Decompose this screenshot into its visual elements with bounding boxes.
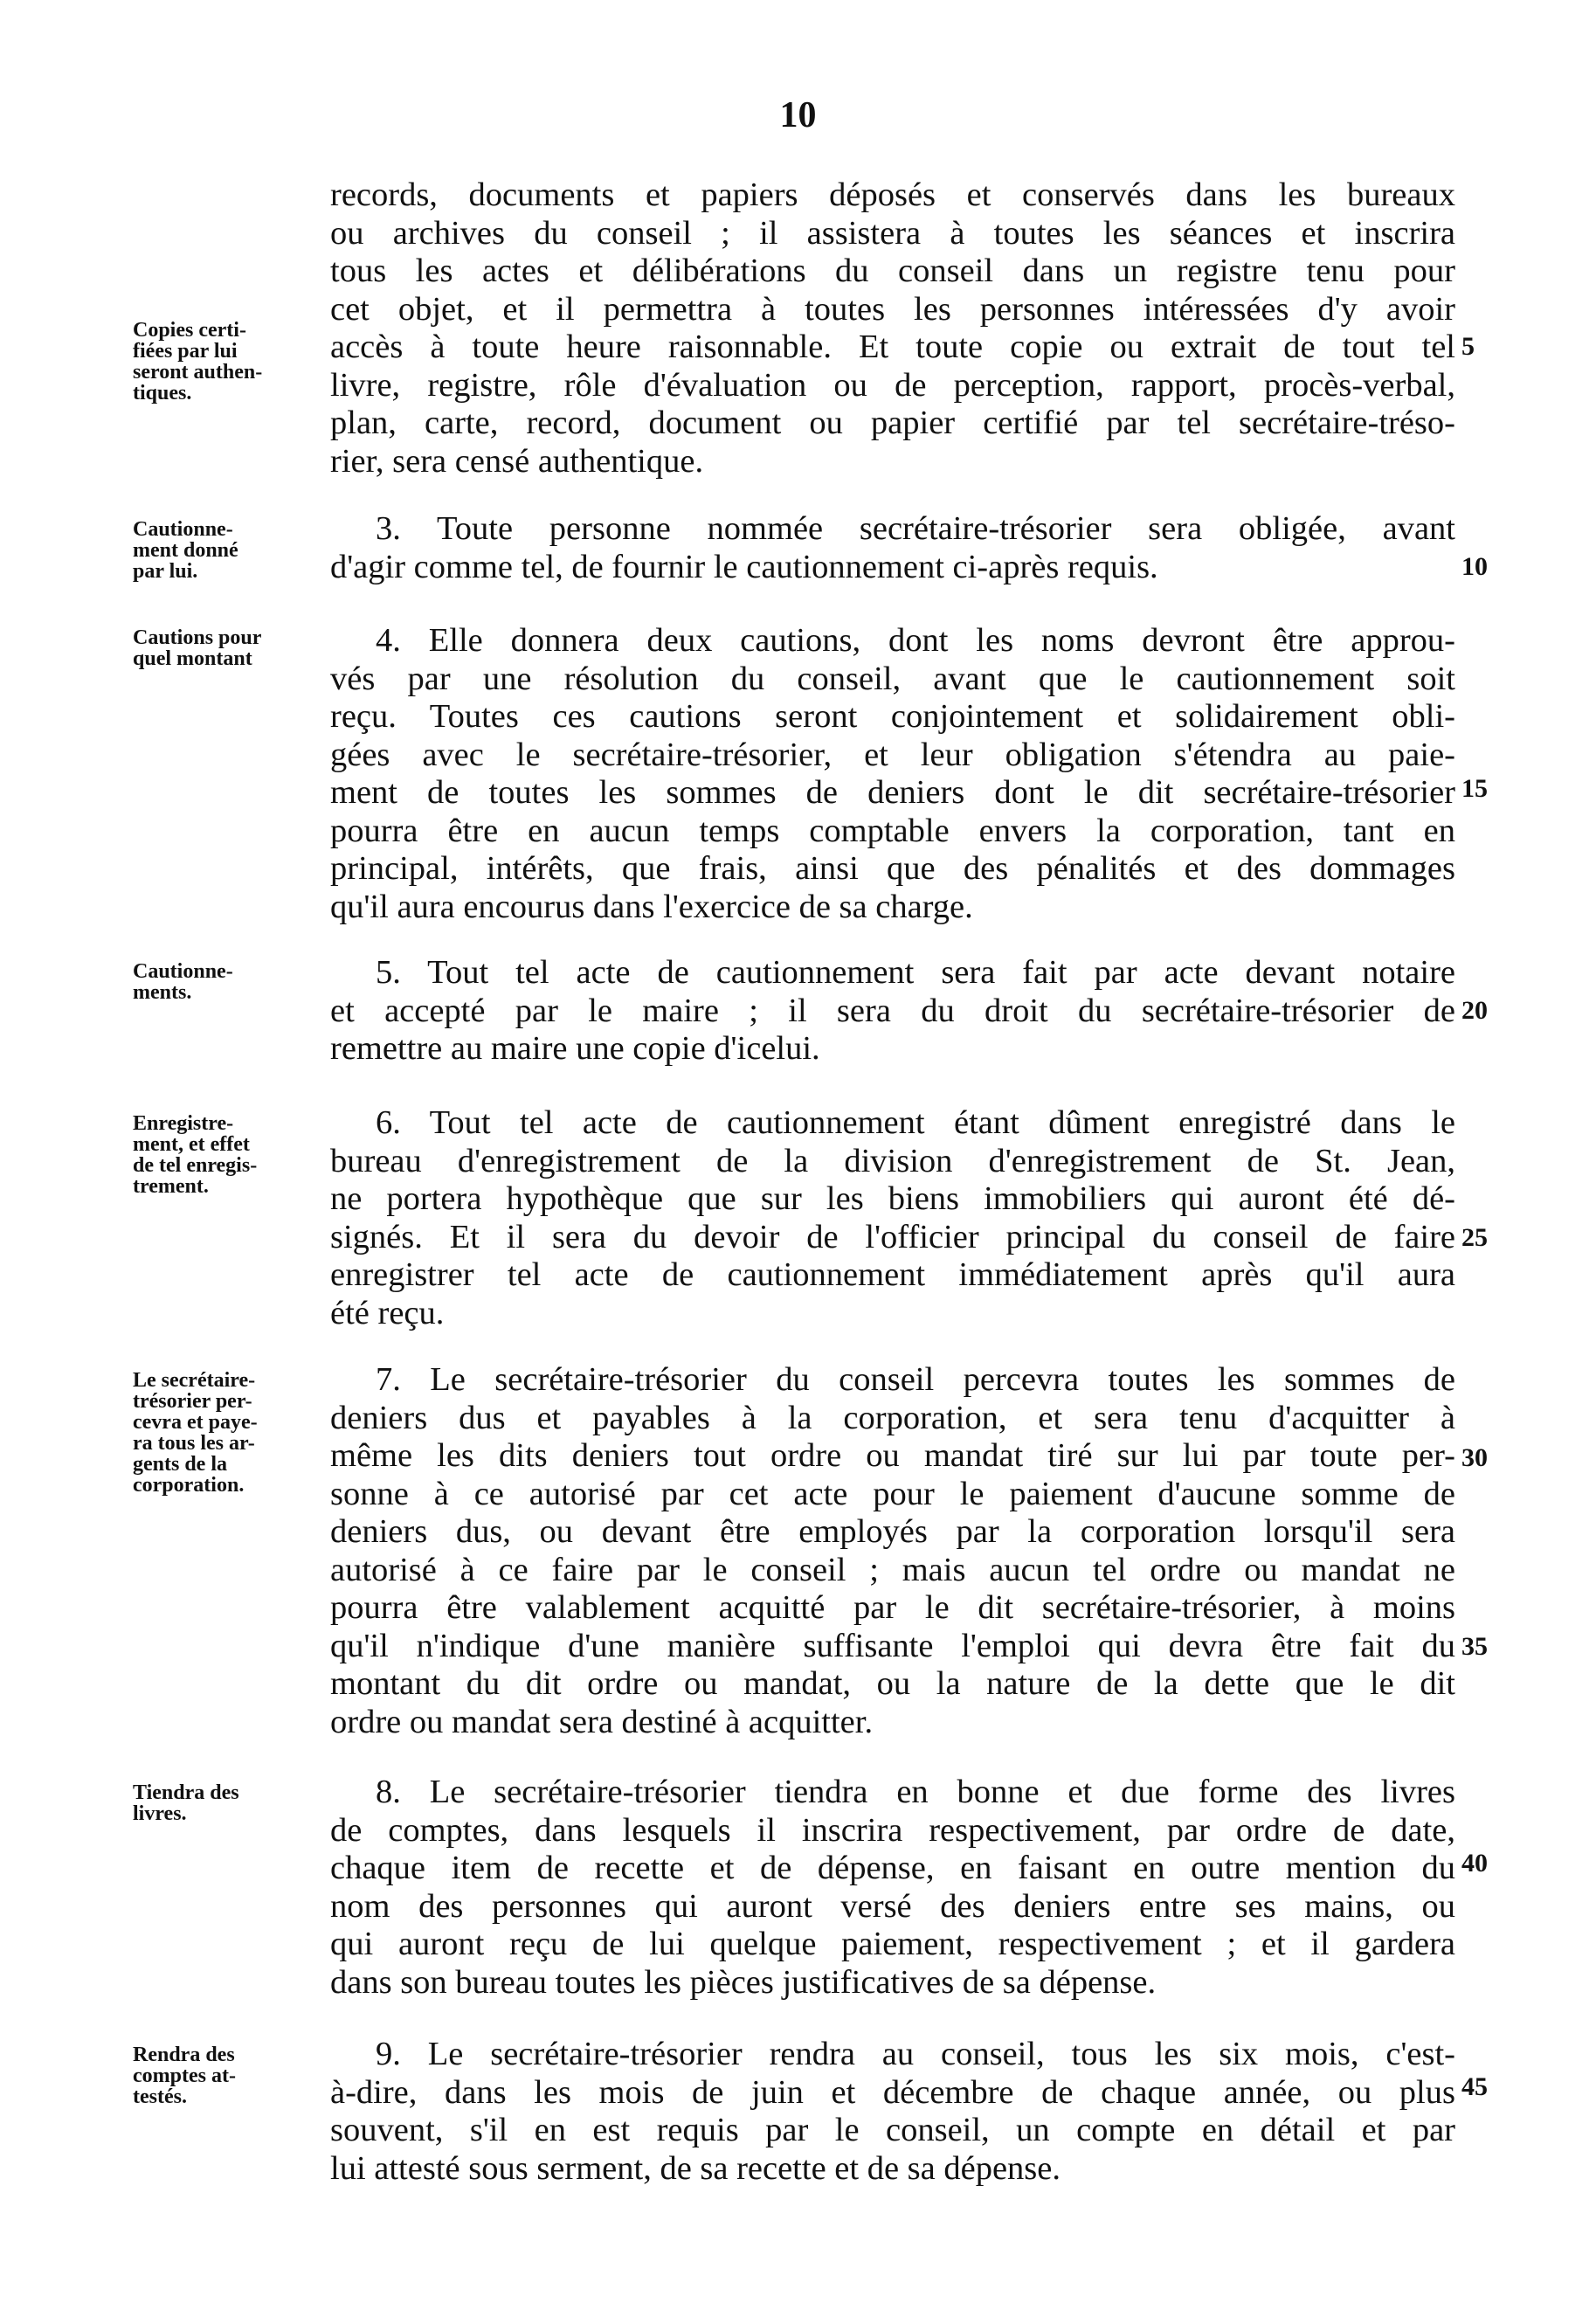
text-line: qu'il n'indique d'une manière suffisante l'emploi qui devra être fait du xyxy=(330,1627,1455,1664)
text-line: enregistrer tel acte de cautionnement immédiatement après qu'il aura xyxy=(330,1256,1455,1293)
text-line: cet objet, et il permettra à toutes les personnes intéressées d'y avoir xyxy=(330,290,1455,328)
text-line: souvent, s'il en est requis par le conseil, un compte en détail et par xyxy=(330,2112,1455,2148)
margin-note-enregistrement xyxy=(133,1113,307,1197)
text-line: principal, intérêts, que frais, ainsi que des pénalités et des dommages xyxy=(330,850,1455,887)
margin-note-line: tiques. xyxy=(133,382,192,405)
text-line: pourra être valablement acquitté par le dit secrétaire-trésorier, à moins xyxy=(330,1589,1455,1626)
text-line: chaque item de recette et de dépense, en faisant en outre mention du xyxy=(330,1850,1455,1886)
article-9 xyxy=(330,2036,1455,2188)
margin-note-copies xyxy=(133,320,307,404)
margin-note-line: fiées par lui xyxy=(133,340,238,363)
text-line: gées avec le secrétaire-trésorier, et leur obligation s'étendra au paie- xyxy=(330,736,1455,773)
margin-note-line: par lui. xyxy=(133,560,198,583)
text-line: montant du dit ordre ou mandat, ou la nature de la dette que le dit xyxy=(330,1665,1455,1702)
text-line: bureau d'enregistrement de la division d'enregistrement de St. Jean, xyxy=(330,1142,1455,1179)
text-line: ne portera hypothèque que sur les biens immobiliers qui auront été dé- xyxy=(330,1180,1455,1217)
margin-note-line: cevra et paye- xyxy=(133,1411,258,1434)
margin-note-line: trement. xyxy=(133,1175,209,1198)
margin-note-line: Cautions pour xyxy=(133,626,262,649)
line-number: 20 xyxy=(1461,996,1488,1025)
text-line: accès à toute heure raisonnable. Et toute copie ou extrait de tout tel xyxy=(330,329,1455,365)
margin-note-cautionnements xyxy=(133,961,307,1003)
text-line: rier, sera censé authentique. xyxy=(330,442,704,480)
margin-note-line: de tel enregis- xyxy=(133,1154,258,1177)
page-number: 10 xyxy=(779,95,817,135)
margin-note-comptes xyxy=(133,2044,307,2107)
margin-note-line: quel montant xyxy=(133,647,252,670)
text-line: sonne à ce autorisé par cet acte pour le paiement d'aucune somme de xyxy=(330,1475,1455,1512)
margin-note-line: Tiendra des xyxy=(133,1781,239,1804)
margin-note-percevra xyxy=(133,1370,307,1496)
text-line: de comptes, dans lesquels il inscrira respectivement, par ordre de date, xyxy=(330,1811,1455,1849)
text-line: remettre au maire une copie d'icelui. xyxy=(330,1030,820,1067)
article-6 xyxy=(330,1104,1455,1332)
text-line: 8. Le secrétaire-trésorier tiendra en bonne et due forme des livres xyxy=(376,1774,1455,1810)
line-number: 5 xyxy=(1461,332,1475,361)
text-line: pourra être en aucun temps comptable envers la corporation, tant en xyxy=(330,812,1455,849)
text-line: 6. Tout tel acte de cautionnement étant dûment enregistré dans le xyxy=(376,1104,1455,1141)
margin-note-line: Le secrétaire- xyxy=(133,1369,256,1392)
line-number: 25 xyxy=(1461,1223,1488,1252)
margin-note-line: seront authen- xyxy=(133,361,263,384)
text-line: 5. Tout tel acte de cautionnement sera fait par acte devant notaire xyxy=(376,954,1455,991)
text-line: nom des personnes qui auront versé des deniers entre ses mains, ou xyxy=(330,1887,1455,1925)
margin-note-line: ments. xyxy=(133,981,192,1004)
margin-note-line: Rendra des xyxy=(133,2044,235,2066)
text-line: signés. Et il sera du devoir de l'officier principal du conseil de faire xyxy=(330,1218,1455,1255)
margin-note-line: corporation. xyxy=(133,1474,245,1497)
margin-note-line: gents de la xyxy=(133,1453,227,1476)
line-number: 40 xyxy=(1461,1849,1488,1878)
text-line: ou archives du conseil ; il assistera à toutes les séances et inscrira xyxy=(330,214,1455,252)
text-line: deniers dus et payables à la corporation, et sera tenu d'acquitter à xyxy=(330,1399,1455,1436)
article-5 xyxy=(330,954,1455,1069)
text-line: tous les actes et délibérations du conseil dans un registre tenu pour xyxy=(330,252,1455,289)
text-line: 7. Le secrétaire-trésorier du conseil percevra toutes les sommes de xyxy=(376,1361,1455,1398)
text-line: 9. Le secrétaire-trésorier rendra au conseil, tous les six mois, c'est- xyxy=(376,2036,1455,2072)
margin-note-livres xyxy=(133,1782,307,1824)
line-number: 45 xyxy=(1461,2072,1488,2101)
article-7 xyxy=(330,1361,1455,1741)
text-line: même les dits deniers tout ordre ou mandat tiré sur lui par toute per- xyxy=(330,1437,1455,1474)
text-line: ment de toutes les sommes de deniers dont le dit secrétaire-trésorier xyxy=(330,774,1455,811)
line-number: 15 xyxy=(1461,774,1488,803)
text-line: autorisé à ce faire par le conseil ; mais aucun tel ordre ou mandat ne xyxy=(330,1551,1455,1588)
margin-note-line: trésorier per- xyxy=(133,1390,252,1413)
text-line: ordre ou mandat sera destiné à acquitter. xyxy=(330,1703,874,1740)
text-line: 4. Elle donnera deux cautions, dont les noms devront être approu- xyxy=(376,622,1455,659)
text-line: qui auront reçu de lui quelque paiement, respectivement ; et il gardera xyxy=(330,1926,1455,1962)
margin-note-line: Copies certi- xyxy=(133,319,246,342)
text-line: vés par une résolution du conseil, avant que le cautionnement soit xyxy=(330,660,1455,697)
margin-note-line: ment, et effet xyxy=(133,1133,250,1156)
text-line: d'agir comme tel, de fournir le cautionnement ci-après requis. xyxy=(330,548,1158,585)
line-number: 30 xyxy=(1461,1443,1488,1472)
margin-note-line: Enregistre- xyxy=(133,1112,234,1135)
text-line: été reçu. xyxy=(330,1294,445,1331)
margin-note-cautionnement xyxy=(133,519,307,582)
line-number: 10 xyxy=(1461,552,1488,581)
margin-note-line: Cautionne- xyxy=(133,960,233,983)
article-4 xyxy=(330,622,1455,926)
article-8 xyxy=(330,1774,1455,2002)
margin-note-line: ment donné xyxy=(133,539,238,562)
text-line: à-dire, dans les mois de juin et décembre de chaque année, ou plus xyxy=(330,2073,1455,2111)
margin-note-cautions xyxy=(133,627,307,669)
text-line: lui attesté sous serment, de sa recette et de sa dépense. xyxy=(330,2149,1061,2187)
paragraph-continuation xyxy=(330,176,1455,481)
text-line: reçu. Toutes ces cautions seront conjointement et solidairement obli- xyxy=(330,698,1455,735)
margin-note-line: comptes at- xyxy=(133,2064,236,2087)
margin-note-line: livres. xyxy=(133,1802,187,1825)
article-3 xyxy=(330,510,1455,586)
text-line: qu'il aura encourus dans l'exercice de sa charge. xyxy=(330,888,973,925)
text-line: dans son bureau toutes les pièces justificatives de sa dépense. xyxy=(330,1963,1157,2001)
margin-note-line: ra tous les ar- xyxy=(133,1432,255,1455)
text-line: deniers dus, ou devant être employés par la corporation lorsqu'il sera xyxy=(330,1513,1455,1550)
margin-note-line: Cautionne- xyxy=(133,518,233,541)
text-line: et accepté par le maire ; il sera du droit du secrétaire-trésorier de xyxy=(330,992,1455,1029)
text-line: 3. Toute personne nommée secrétaire-trésorier sera obligée, avant xyxy=(376,510,1455,547)
line-number: 35 xyxy=(1461,1632,1488,1661)
text-line: livre, registre, rôle d'évaluation ou de perception, rapport, procès-verbal, xyxy=(330,366,1455,404)
text-line: records, documents et papiers déposés et conservés dans les bureaux xyxy=(330,176,1455,213)
margin-note-line: testés. xyxy=(133,2085,187,2108)
text-line: plan, carte, record, document ou papier certifié par tel secrétaire-tréso- xyxy=(330,405,1455,441)
